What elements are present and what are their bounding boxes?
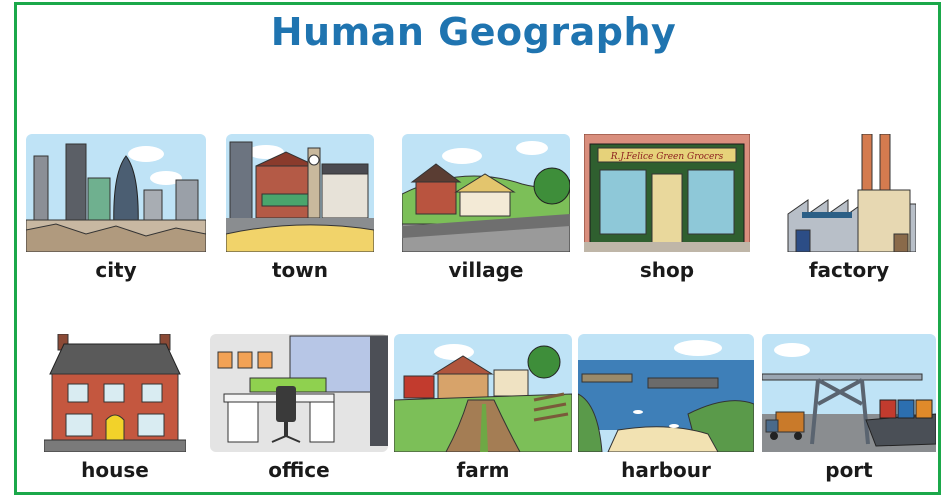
port-label: port: [825, 458, 873, 482]
tile-shop[interactable]: [584, 134, 750, 284]
village-label: village: [448, 258, 524, 282]
brick-house-icon: [44, 334, 186, 452]
tile-house[interactable]: [44, 334, 186, 484]
office-label: office: [268, 458, 330, 482]
shop-sign-text: R.J.Felice Green Grocers: [610, 152, 724, 162]
tile-city[interactable]: [26, 134, 206, 284]
farm-label: farm: [456, 458, 510, 482]
city-skyline-icon: [26, 134, 206, 252]
town-clock-tower-icon: [226, 134, 374, 252]
factory-label: factory: [808, 258, 890, 282]
farm-track-icon: [394, 334, 572, 452]
shopfront-icon: [584, 134, 750, 252]
harbour-label: harbour: [621, 458, 711, 482]
town-label: town: [271, 258, 328, 282]
house-label: house: [81, 458, 149, 482]
village-cottages-icon: [402, 134, 570, 252]
shop-label: shop: [639, 258, 695, 282]
tile-village[interactable]: [402, 134, 570, 284]
tile-port[interactable]: [762, 334, 936, 484]
port-crane-icon: [762, 334, 936, 452]
office-desks-icon: [210, 334, 388, 452]
factory-chimneys-icon: [782, 134, 916, 252]
harbour-boats-icon: [578, 334, 754, 452]
tile-farm[interactable]: [394, 334, 572, 484]
city-label: city: [95, 258, 137, 282]
tile-harbour[interactable]: [578, 334, 754, 484]
tile-factory[interactable]: [782, 134, 916, 284]
tile-town[interactable]: [226, 134, 374, 284]
page-title: Human Geography: [270, 10, 677, 54]
tile-office[interactable]: [210, 334, 388, 484]
